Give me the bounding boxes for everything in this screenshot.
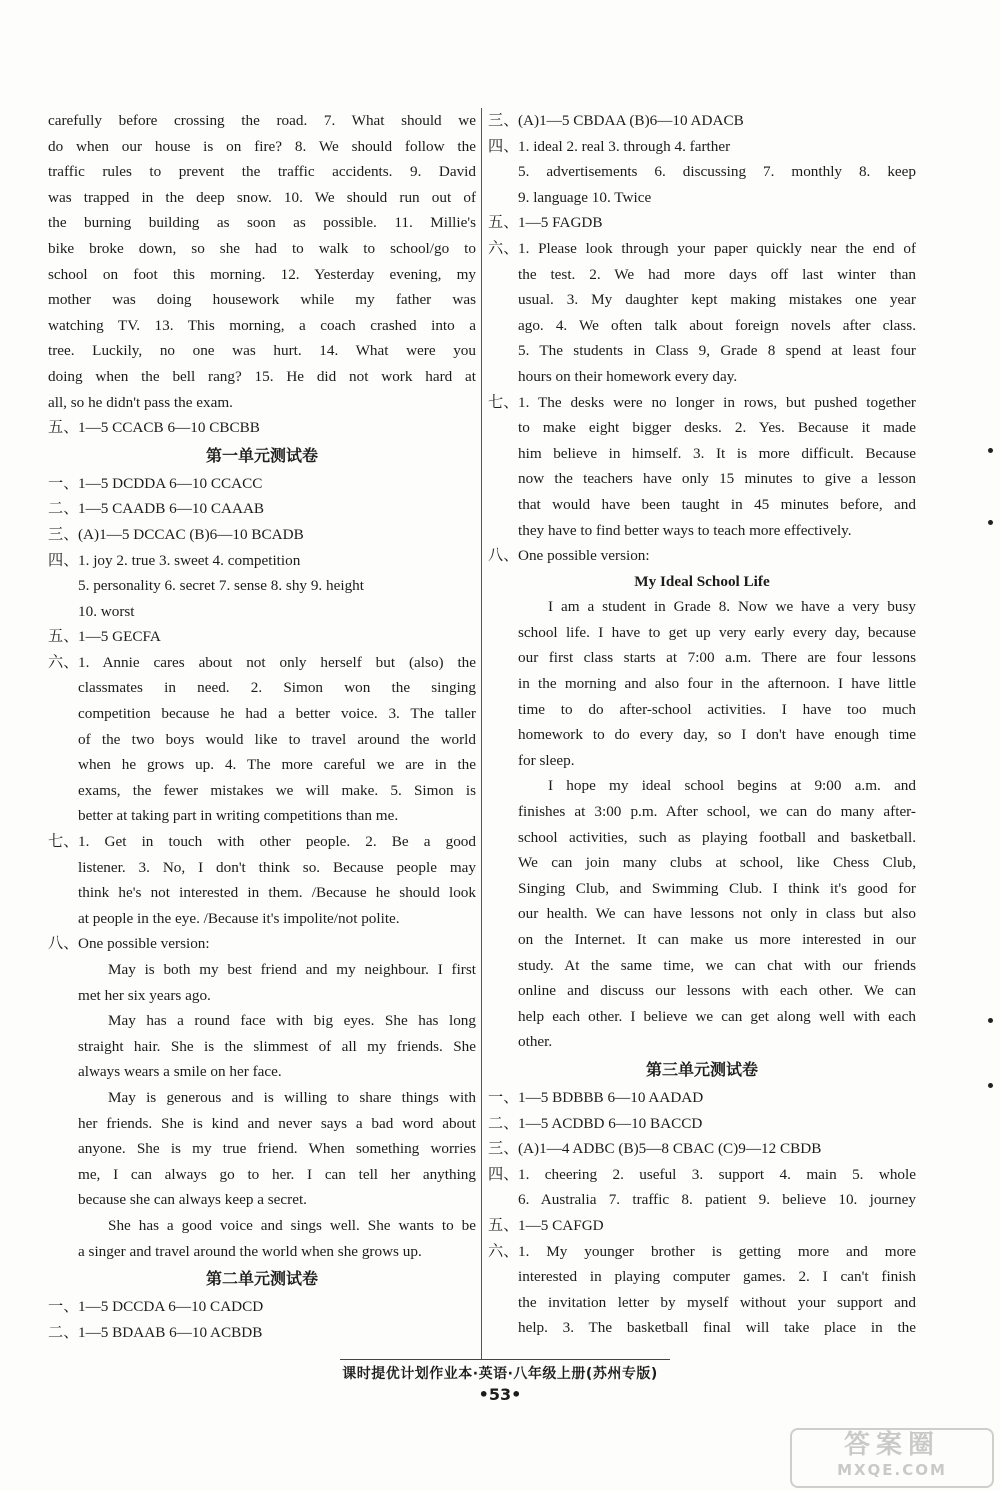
section-number: 一、 (488, 1088, 519, 1106)
answer-text: 1—5 CAADB 6—10 CAAAB (78, 500, 265, 518)
answer-line (488, 1111, 916, 1137)
section-number: 五、 (48, 419, 79, 437)
answer-line: online and discuss our lessons with each other. We can (518, 982, 916, 1000)
answer-line (488, 390, 916, 416)
answer-text: One possible version: (78, 935, 210, 953)
section-number: 五、 (48, 628, 79, 646)
answer-line: her friends. She is kind and never says a bad word about (78, 1114, 476, 1132)
answer-line: when he grows up. 4. The more careful we are in the (78, 756, 476, 774)
section-number: 一、 (48, 1298, 79, 1316)
answer-line: 10. worst (78, 602, 135, 620)
answer-text: (A)1—4 ADBC (B)5—8 CBAC (C)9—12 CBDB (518, 1140, 822, 1158)
answer-line (488, 134, 916, 160)
answer-line (48, 624, 476, 650)
book-title: 课时提优计划作业本·英语·八年级上册(苏州专版) (342, 1366, 658, 1382)
answer-line (48, 829, 476, 855)
answer-line: the test. 2. We had more days off last winter than (518, 265, 916, 283)
section-number: 四、 (488, 137, 519, 155)
right-column (488, 108, 916, 1341)
answer-line: She has a good voice and sings well. She wants to be (108, 1216, 476, 1234)
answer-line: the burning building as soon as possible. 11. Millie's (48, 214, 476, 232)
section-number: 三、 (488, 1140, 519, 1158)
answer-line: for sleep. (518, 751, 575, 769)
answer-text: 1—5 ACDBD 6—10 BACCD (518, 1114, 703, 1132)
answer-line: me, I can always go to her. I can tell her anything (78, 1165, 476, 1183)
answer-line: I hope my ideal school begins at 9:00 a.m. and (548, 777, 916, 795)
answer-line: think he's not interested in them. /Because he should look (78, 884, 476, 902)
answer-text: 1—5 DCCDA 6—10 CADCD (78, 1298, 264, 1316)
answer-line: on the Internet. It can make us more interested in our (518, 931, 916, 948)
answer-line: to make eight bigger desks. 2. Yes. Because it made (518, 419, 916, 437)
answer-text: 1—5 BDAAB 6—10 ACBDB (78, 1323, 263, 1341)
answer-line (48, 650, 476, 676)
answer-line: in the morning and also four in the afternoon. I have little (518, 675, 916, 693)
footer-rule (340, 1359, 670, 1360)
answer-line: always wears a smile on her face. (78, 1063, 282, 1081)
answer-line: interested in playing computer games. 2. I can't finish (518, 1268, 916, 1286)
section-number: 六、 (488, 239, 519, 257)
section-number: 二、 (48, 1323, 79, 1341)
section-number: 五、 (488, 214, 519, 232)
answer-line: do when our house is on fire? 8. We should follow the (48, 137, 476, 155)
answer-line: other. (518, 1033, 553, 1051)
answer-line: now the teachers have only 15 minutes to give a lesson (518, 470, 916, 488)
answer-line: May is both my best friend and my neighbour. I first (108, 961, 476, 978)
answer-line: usual. 3. My daughter kept making mistakes one year (518, 291, 916, 309)
answer-line (48, 415, 476, 441)
answer-line: the invitation letter by myself without your support and (518, 1293, 916, 1311)
answer-line (488, 210, 916, 236)
answer-line: better at taking part in writing competitions than me. (78, 807, 399, 825)
answer-line: they have to find better ways to teach more effectively. (518, 521, 852, 539)
answer-line (488, 108, 916, 134)
section-number: 一、 (48, 474, 79, 492)
answer-line: of the two boys would like to travel around the world (78, 730, 476, 748)
answer-line: help. 3. The basketball final will take place in the (518, 1319, 916, 1337)
margin-dot (988, 1018, 993, 1023)
answer-line (48, 522, 476, 548)
section-number: 七、 (488, 393, 519, 411)
answer-line: that would have been taught in 45 minutes before, and (518, 495, 916, 513)
answer-line: ago. 4. We often talk about foreign novels after class. (518, 316, 916, 334)
section-heading: 第一单元测试卷 (205, 445, 318, 465)
answer-line: school activities, such as playing football and basketball. (518, 828, 916, 846)
answer-text: 1—5 FAGDB (518, 214, 603, 232)
answer-line: exams, the fewer mistakes we will make. 5. Simon is (78, 781, 476, 799)
answer-line: 6. Australia 7. traffic 8. patient 9. believe 10. journey (518, 1191, 916, 1209)
answer-line: listener. 3. No, I don't think so. Because people may (78, 858, 476, 876)
answer-text: 1. joy 2. true 3. sweet 4. competition (78, 551, 301, 569)
answer-line: doing when the bell rang? 15. He did not work hard at (48, 367, 476, 385)
section-number: 四、 (488, 1165, 519, 1183)
answer-line (48, 471, 476, 497)
answer-line: straight hair. She is the slimmest of all my friends. She (78, 1037, 476, 1055)
answer-line: our health. We can have lessons not only in class but also (518, 905, 916, 923)
watermark-logo (790, 1428, 994, 1488)
section-heading: My Ideal School Life (634, 572, 770, 590)
answer-line: was trapped in the deep snow. 10. We should run out of (48, 188, 476, 206)
section-number: 六、 (488, 1242, 519, 1260)
watermark-url: MXQE.COM (837, 1461, 947, 1479)
answer-line: classmates in need. 2. Simon won the singing (78, 679, 476, 697)
answer-text: 1—5 BDBBB 6—10 AADAD (518, 1088, 704, 1106)
answer-line: school life. I have to get up very early every day, because (518, 623, 916, 641)
section-heading: 第三单元测试卷 (645, 1059, 758, 1079)
answer-line: our first class starts at 7:00 a.m. There are four lessons (518, 649, 916, 667)
answer-text: (A)1—5 CBDAA (B)6—10 ADACB (518, 112, 744, 129)
answer-text: 1. Annie cares about not only herself but (also) the (78, 653, 476, 671)
answer-text: 1—5 DCDDA 6—10 CCACC (78, 474, 263, 492)
answer-line: hours on their homework every day. (518, 367, 738, 385)
answer-line: 9. language 10. Twice (518, 188, 652, 206)
answer-line: carefully before crossing the road. 7. What should we (48, 112, 476, 129)
answer-line: met her six years ago. (78, 986, 211, 1004)
answer-line (488, 1085, 916, 1111)
answer-line: 5. The students in Class 9, Grade 8 spend at least four (518, 342, 916, 360)
answer-line: all, so he didn't pass the exam. (48, 393, 233, 411)
column-divider (481, 108, 482, 1360)
answer-text: (A)1—5 DCCAC (B)6—10 BCADB (78, 525, 304, 543)
answer-line (488, 1136, 916, 1162)
left-column (48, 108, 476, 1345)
answer-line: him believe in himself. 3. It is more difficult. Because (518, 444, 916, 462)
answer-line (48, 931, 476, 957)
answer-line (48, 1320, 476, 1346)
section-number: 八、 (48, 935, 79, 953)
answer-line: bike broke down, so she had to walk to school/go to (48, 239, 476, 257)
answer-line: I am a student in Grade 8. Now we have a very busy (548, 598, 916, 616)
answer-line: May is generous and is willing to share things with (108, 1088, 476, 1106)
answer-line (488, 1239, 916, 1265)
answer-line: mother was doing housework while my father was (48, 291, 476, 309)
section-number: 二、 (488, 1114, 519, 1132)
margin-dot (988, 1083, 993, 1088)
answer-line: watching TV. 13. This morning, a coach crashed into a (48, 316, 476, 334)
answer-text: 1. My younger brother is getting more and more (518, 1242, 916, 1260)
answer-line (488, 1213, 916, 1239)
section-number: 七、 (48, 833, 79, 851)
answer-text: 1. cheering 2. useful 3. support 4. main 5. whole (518, 1165, 916, 1183)
answer-line (488, 1162, 916, 1188)
answer-line: Singing Club, and Swimming Club. I think it's good for (518, 879, 916, 897)
answer-text: One possible version: (518, 547, 650, 565)
margin-dot (988, 520, 993, 525)
answer-text: 1. Please look through your paper quickly near the end of (518, 239, 916, 257)
answer-line: anyone. She is my true friend. When something worries (78, 1140, 476, 1158)
margin-dot (988, 448, 993, 453)
section-number: 五、 (488, 1216, 519, 1234)
answer-line: homework to do every day, so I don't have enough time (518, 726, 916, 744)
answer-line: competition because he had a better voice. 3. The taller (78, 705, 476, 723)
answer-line: time to do after-school activities. I have too much (518, 700, 916, 718)
answer-line (488, 543, 916, 569)
section-number: 四、 (48, 551, 79, 569)
section-number: 三、 (488, 112, 519, 129)
answer-line: help each other. I believe we can get along well with each (518, 1007, 916, 1025)
answer-line (488, 236, 916, 262)
answer-line: at people in the eye. /Because it's impolite/not polite. (78, 909, 400, 927)
answer-line: 5. personality 6. secret 7. sense 8. shy 9. height (78, 577, 364, 595)
answer-line: 5. advertisements 6. discussing 7. monthly 8. keep (518, 163, 916, 181)
answer-text: 1. The desks were no longer in rows, but pushed together (518, 393, 916, 411)
section-heading: 第二单元测试卷 (205, 1269, 318, 1289)
answer-line: May has a round face with big eyes. She has long (108, 1012, 476, 1030)
watermark-text: 答案圈 (843, 1430, 940, 1460)
answer-line: because she can always keep a secret. (78, 1191, 307, 1209)
section-number: 六、 (48, 653, 79, 671)
answer-line: tree. Luckily, no one was hurt. 14. What were you (48, 342, 476, 360)
page-number: •53• (478, 1385, 522, 1404)
answer-text: 1. ideal 2. real 3. through 4. farther (518, 137, 731, 155)
section-number: 三、 (48, 525, 79, 543)
answer-line (48, 1294, 476, 1320)
answer-text: 1—5 GECFA (78, 628, 161, 646)
section-number: 二、 (48, 500, 79, 518)
section-number: 八、 (488, 547, 519, 565)
answer-text: 1—5 CAFGD (518, 1216, 604, 1234)
answer-text: 1. Get in touch with other people. 2. Be a good (78, 833, 476, 851)
answer-line: school on foot this morning. 12. Yesterday evening, my (48, 265, 476, 283)
answer-text: 1—5 CCACB 6—10 CBCBB (78, 419, 260, 437)
answer-line (48, 496, 476, 522)
answer-line: traffic rules to prevent the traffic accidents. 9. David (48, 163, 476, 181)
answer-line: study. At the same time, we can chat with our friends (518, 956, 916, 974)
answer-line: We can join many clubs at school, like Chess Club, (518, 854, 916, 872)
answer-line: finishes at 3:00 p.m. After school, we can do many after- (518, 803, 916, 821)
answer-line (48, 548, 476, 574)
answer-line: a singer and travel around the world when she grows up. (78, 1242, 422, 1260)
